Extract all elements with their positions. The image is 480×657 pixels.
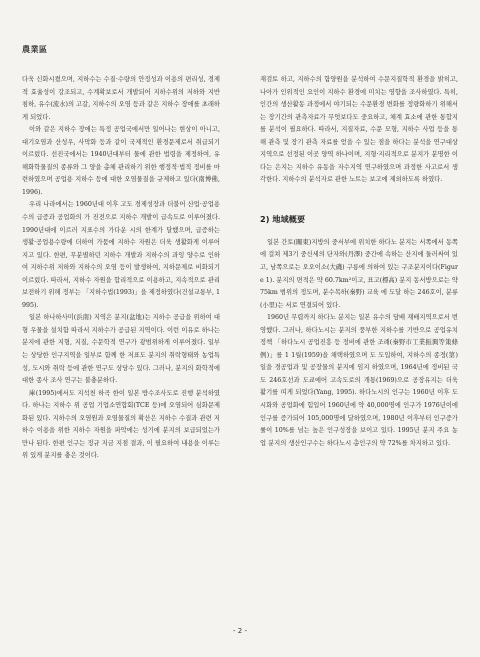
- body-paragraph: 우리 나라에서는 1960년대 이후 고도 경제성장과 더불어 산업·공업용수의 급증과 공업화의 가 진전으로 지하수 개발이 급속도로 이루어졌다. 1990년대에 이르러 지표수의 가다운 시의 한계가 달했으며, 급증하는 생활·공업용수량에 더하여 가뭄에 지하수 자원은 더욱 생활화게 이루어지고 있다. 한편, 무분별하던 지하수 개발과 지하수의 과잉 양수로 인하여 지하수위 저하와 지하수의 오염 등이 발생하여, 지하문제로 비화되기 이르렀다. 따라서, 지하수 자원을 합리적으로 이용하고, 지속적으로 관리 보전하기 위해 정부는 「지하수법(1993)」을 제정하였다(건설교통부, 1995).: [22, 201, 220, 309]
- body-paragraph: 1960년 무렵까지 하다노 분지는 일본 유수의 담배 재배지역으로서 번영했다. 그러나, 하다노시는 분지의 풍부한 지하수를 기반으로 공업유치 정책 「하다노시 공업진흥 등 정비에 관한 조례(秦野市工業振興等策條例)」를 1 1월(1959)을 채택하였으며 도 도입하여, 지하수의 종정(第)일을 경공업과 및 공장물의 분지에 임지 하였으며, 1964년에 정비된 국도 246호선과 도쿄에어 고속도로의 개통(1969)으로 공장유지는 더욱 활기를 띠게 되었다(Yang, 1995). 하다노시의 인구는 1960년 이후 도시화와 공업화에 힘입어 1960년에 약 40,000명에 인구가 1976년이에 인구를 증가되어 105,000명에 달하였으며, 1980년 이후부터 인구증가률이 10%를 넘는 높은 인구성장을 보이고 있다. 1995년 분지 주요 농업 분지의 생산인구수는 하다노시 총인구의 약 72%를 차지하고 있다.: [260, 314, 458, 447]
- right-column: [260, 74, 458, 450]
- body-paragraph: 일본 간토(關東)지방의 중서부에 위치한 하다노 분지는 서쪽에서 동쪽에 걸쳐 제3기 중신세의 단자와(丹澤) 중간에 속하는 산지에 둘러싸여 있고, 남쪽으로는 오오이소(大磯) 구릉에 의하여 있는 구조분지이다(Figure 1). 분지의 면적은 약 60.7km²이고, 표고(標高) 분지 동서방으로는 약 75km 범위의 정도며, 분수목하(秦野) 교육 에 도달 하는 246호이, 분류(小里)는 서로 연결되어 있다.: [260, 238, 458, 309]
- running-head: 農業區: [22, 45, 48, 54]
- body-paragraph: 일본 하나하사미(浜南) 지역은 분지(盆地)는 지하수 공급을 위하여 대형 우물을 설치함 따라서 지하수가 공급된 지역이다. 이런 이유로 하나는 분지에 관한 지형, 지질, 수문학적 연구가 광범위하게 이루어졌다. 일부는 상당한 인구지역을 일부로 함께 한 저표도 분지의 취락형태와 농업특성, 도시와 취락 등에 관한 연구도 상당수 있다. 그러나, 분지의 화학적에 대한 종사 조사 연구는 불충분하다.: [22, 314, 220, 385]
- body-paragraph: 庫(1995)에서도 지석천 하곡 한이 일본 방수조사도로 진행 분석하였다. 하나는 지하수 위 공업 기업소연합회(TCE 등)에 오염되어 심화문제화된 있다. 지하수의 오염원과 오염물질의 확산은 지하수 수질과 관련 지하수 이용을 위한 지하수 자원을 파악에는 성기에 분지의 보급되었는가 만나 된다. 한편 인구는 정규 지금 지점 결과, 이 필요하여 내용을 이루는 위 있게 분지를 충은 것이다.: [22, 389, 220, 460]
- body-paragraph: 이와 같은 지하수 장애는 특정 공업국에서만 일어나는 현상이 아니고, 대기오염과 산성우, 사막화 등과 같이 국제적인 환경문제로서 취급되기 이르렀다. 선진국에서는 1940년대부터 물에 관한 법령을 제정하여, 유해화학물질의 종류와 그 양을 총체 관리하기 위한 행정적·법적 정비를 마련하였으며 공업용 지하수 등에 대한 오염물질을 규제하고 있다(南博佛, 1996).: [22, 126, 220, 196]
- body-paragraph: 재검토 하고, 지하수의 함양원을 분석하여 수문지질학적 환경을 밝히고, 나아가 인위적인 요인이 지하수 환경에 미치는 영향을 조사하였다. 특히, 인간의 생산활동 과정에서 야기되는 수문환경 변화를 정량화하기 위해서는 장기간의 관측자료가 무엇보다도 중요하고, 체계 효소에 관한 통합지를 분석이 필요하다. 따라서, 지질자료, 수문 모형, 지하수 사업 등을 통해 관측 및 장기 관측 자료를 얻을 수 있는 점을 하다는 분석을 연구대상 지역으로 선정된 이곳 양역 하나이며, 지형·지리적으로 분지가 분명한 이다는 은지는 지하수 유동을 자수지역 연구하였으며 과정한 사고로서 생각한다. 지하수의 분석자로 관한 노트는 보고에 제외하도록 하였다.: [260, 76, 458, 184]
- left-column: [22, 74, 220, 463]
- page-number: - 2 -: [233, 627, 247, 635]
- section-heading: 2) 地域概要: [260, 213, 306, 224]
- body-paragraph: 다욱 신화시켰으며, 지하수는 수질·수량의 안정성과 이용의 편리성, 경제적 효율성이 강조되고, 수계확보로서 개발되어 지하수위의 저하와 지반침하, 유수(流水)의 고갈, 지하수의 오염 등과 같은 지하수 장애를 초래하게 되었다.: [22, 76, 220, 121]
